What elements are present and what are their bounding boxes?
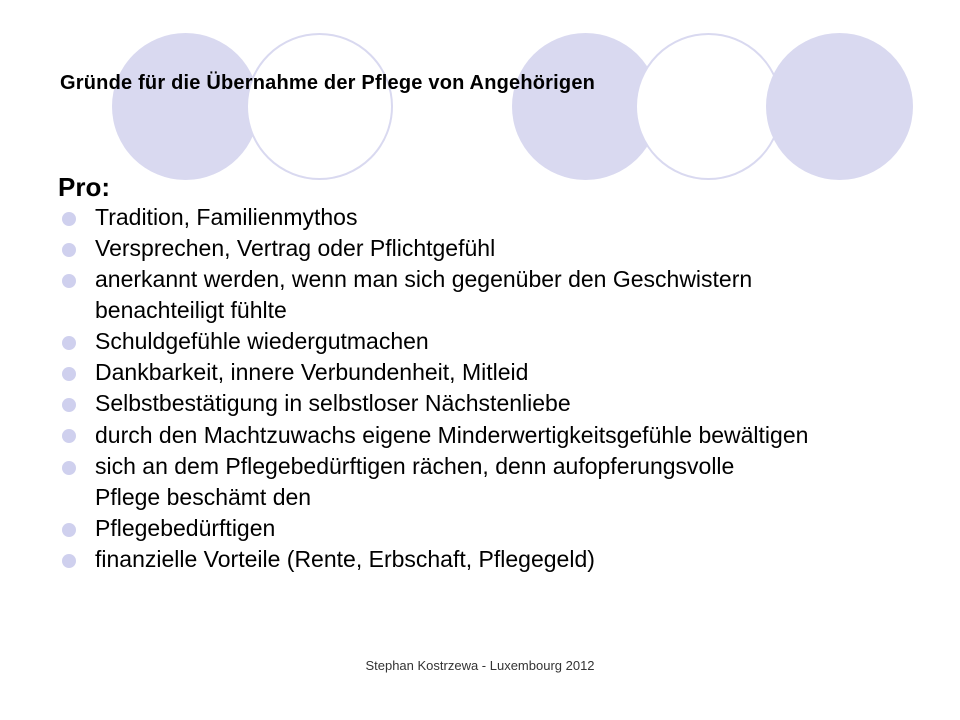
list-item: [58, 419, 855, 451]
bullet-icon: [62, 243, 76, 257]
bullet-icon: [62, 398, 76, 412]
list-item-continuation: [58, 482, 918, 513]
list-item: [58, 513, 918, 544]
list-item-text: Tradition, Familienmythos: [95, 204, 358, 230]
list-item-text: Dankbarkeit, innere Verbundenheit, Mitleid: [95, 359, 529, 385]
decor-circle-1: [112, 33, 259, 180]
bullet-icon: [62, 212, 76, 226]
decor-circle-2: [246, 33, 393, 180]
list-item-text: Pflege beschämt den: [95, 484, 312, 510]
decor-circle-5: [766, 33, 913, 180]
list-item-text: Pflegebedürftigen: [95, 515, 276, 541]
list-item-text: durch den Machtzuwachs eigene Minderwertigkeitsgefühle bewältigen: [95, 422, 809, 448]
list-item-text: Versprechen, Vertrag oder Pflichtgefühl: [95, 235, 496, 261]
list-item: [58, 264, 918, 295]
list-item-text: Schuldgefühle wiedergutmachen: [95, 328, 429, 354]
list-item-text: anerkannt werden, wenn man sich gegenüber den Geschwistern: [95, 266, 753, 292]
bullet-icon: [62, 336, 76, 350]
list-item: [58, 544, 918, 575]
bullet-icon: [62, 523, 76, 537]
list-item-text: sich an dem Pflegebedürftigen rächen, denn aufopferungsvolle: [95, 453, 735, 479]
list-item: [58, 451, 918, 482]
bullet-icon: [62, 461, 76, 475]
list-item: [58, 233, 918, 264]
list-item-text: Selbstbestätigung in selbstloser Nächstenliebe: [95, 390, 571, 416]
list-item: [58, 326, 918, 357]
list-item: [58, 388, 918, 419]
bullet-icon: [62, 429, 76, 443]
bullet-icon: [62, 554, 76, 568]
list-item-text: finanzielle Vorteile (Rente, Erbschaft, Pflegegeld): [95, 546, 595, 572]
list-item: [58, 202, 918, 233]
slide-footer: Stephan Kostrzewa - Luxembourg 2012: [365, 658, 595, 673]
slide-title: Gründe für die Übernahme der Pflege von Angehörigen: [60, 72, 596, 94]
bullet-icon: [62, 367, 76, 381]
bullet-list: [58, 202, 918, 575]
decor-circle-4: [635, 33, 782, 180]
list-item: [58, 357, 918, 388]
section-heading: Pro:: [58, 172, 110, 202]
bullet-icon: [62, 274, 76, 288]
list-item-text: benachteiligt fühlte: [95, 297, 287, 323]
list-item-continuation: [58, 295, 918, 326]
